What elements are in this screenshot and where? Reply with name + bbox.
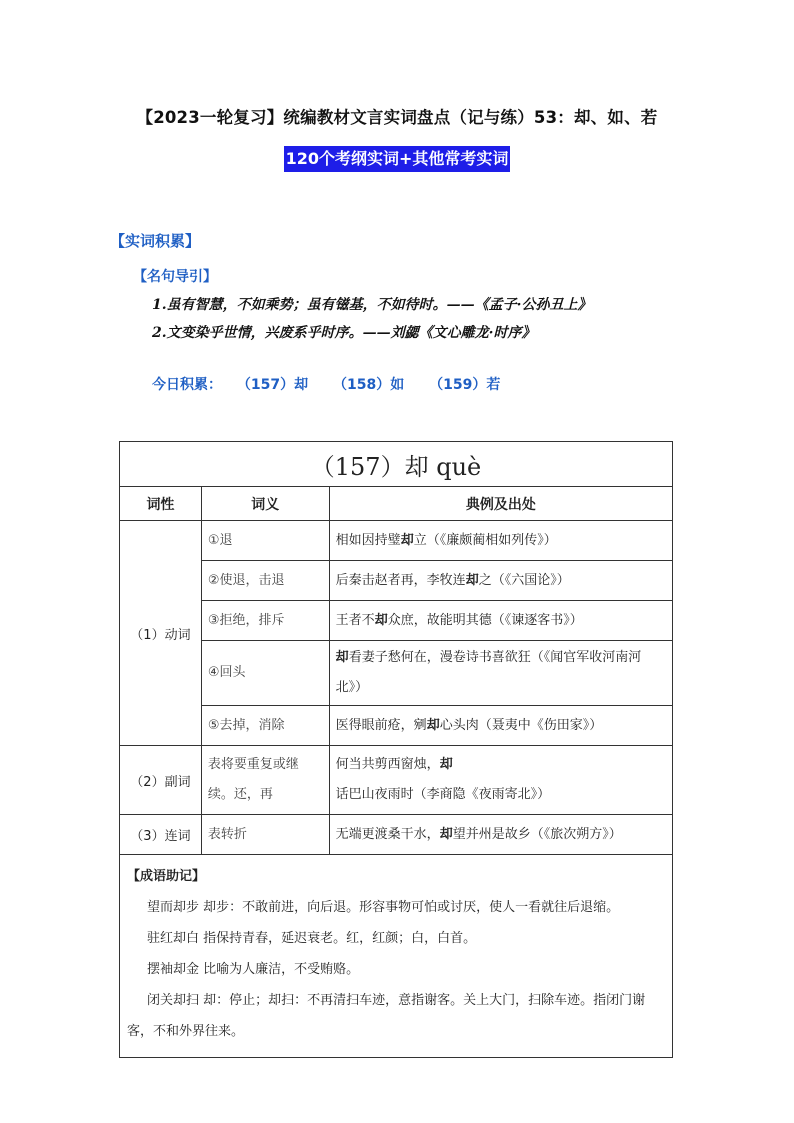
meaning: ⑤去掉，消除 xyxy=(201,706,329,746)
word-table xyxy=(119,441,673,1058)
table-row xyxy=(120,706,673,746)
example: 却看妻子愁何在，漫卷诗书喜欲狂（《闻官军收河南河北》） xyxy=(329,641,672,706)
example: 后秦击赵者再，李牧连却之（《六国论》） xyxy=(329,561,672,601)
meaning: ①退 xyxy=(201,521,329,561)
table-row xyxy=(120,561,673,601)
example: 无端更渡桑干水，却望并州是故乡（《旅次朔方》） xyxy=(329,815,672,855)
subsection-heading: 【名句导引】 xyxy=(133,269,217,285)
table-row xyxy=(120,641,673,706)
meaning: 表转折 xyxy=(201,815,329,855)
example: 医得眼前疮，剜却心头肉（聂夷中《伤田家》） xyxy=(329,706,672,746)
today-item: （158）如 xyxy=(332,377,405,393)
meaning: 表将要重复或继续。还，再 xyxy=(201,746,329,815)
part-of-speech: （3）连词 xyxy=(120,815,202,855)
page-title: 【2023一轮复习】统编教材文言实词盘点（记与练）53：却、如、若 xyxy=(136,108,658,127)
section-heading: 【实词积累】 xyxy=(110,232,201,250)
today-label: 今日积累： xyxy=(152,377,222,393)
idiom-line: 闭关却扫 却：停止；却扫：不再清扫车迹，意指谢客。关上大门，扫除车迹。指闭门谢客，不和外界往来。 xyxy=(127,993,646,1039)
idiom-line: 摆袖却金 比喻为人廉洁，不受贿赂。 xyxy=(147,962,360,977)
idiom-notes-title: 【成语助记】 xyxy=(127,869,206,884)
part-of-speech: （1）动词 xyxy=(120,521,202,746)
famous-quote-2: 2.文变染乎世情，兴废系乎时序。——刘勰《文心雕龙·时序》 xyxy=(152,325,536,341)
page-subtitle: 120个考纲实词+其他常考实词 xyxy=(284,146,511,172)
today-item: （159）若 xyxy=(429,377,501,393)
today-accumulation xyxy=(152,374,520,394)
table-row xyxy=(120,815,673,855)
example: 王者不却众庶，故能明其德（《谏逐客书》） xyxy=(329,601,672,641)
idiom-line: 望而却步 却步：不敢前进，向后退。形容事物可怕或讨厌，使人一看就往后退缩。 xyxy=(147,900,620,915)
table-row xyxy=(120,601,673,641)
example: 相如因持璧却立（《廉颇蔺相如列传》） xyxy=(329,521,672,561)
table-heading: （157）却 què xyxy=(120,442,673,487)
idiom-line: 驻红却白 指保持青春，延迟衰老。红，红颜；白，白首。 xyxy=(147,931,477,946)
meaning: ③拒绝，排斥 xyxy=(201,601,329,641)
subtitle-wrap xyxy=(0,146,794,172)
meaning: ④回头 xyxy=(201,641,329,706)
famous-quote-1: 1.虽有智慧，不如乘势；虽有镃基，不如待时。——《孟子·公孙丑上》 xyxy=(152,297,592,313)
example: 何当共剪西窗烛，却话巴山夜雨时（李商隐《夜雨寄北》） xyxy=(329,746,672,815)
column-header: 典例及出处 xyxy=(329,487,672,521)
table-row xyxy=(120,521,673,561)
column-header: 词性 xyxy=(120,487,202,521)
idiom-notes xyxy=(120,855,673,1058)
today-item: （157）却 xyxy=(236,377,309,393)
part-of-speech: （2）副词 xyxy=(120,746,202,815)
meaning: ②使退，击退 xyxy=(201,561,329,601)
column-header: 词义 xyxy=(201,487,329,521)
table-row xyxy=(120,746,673,815)
